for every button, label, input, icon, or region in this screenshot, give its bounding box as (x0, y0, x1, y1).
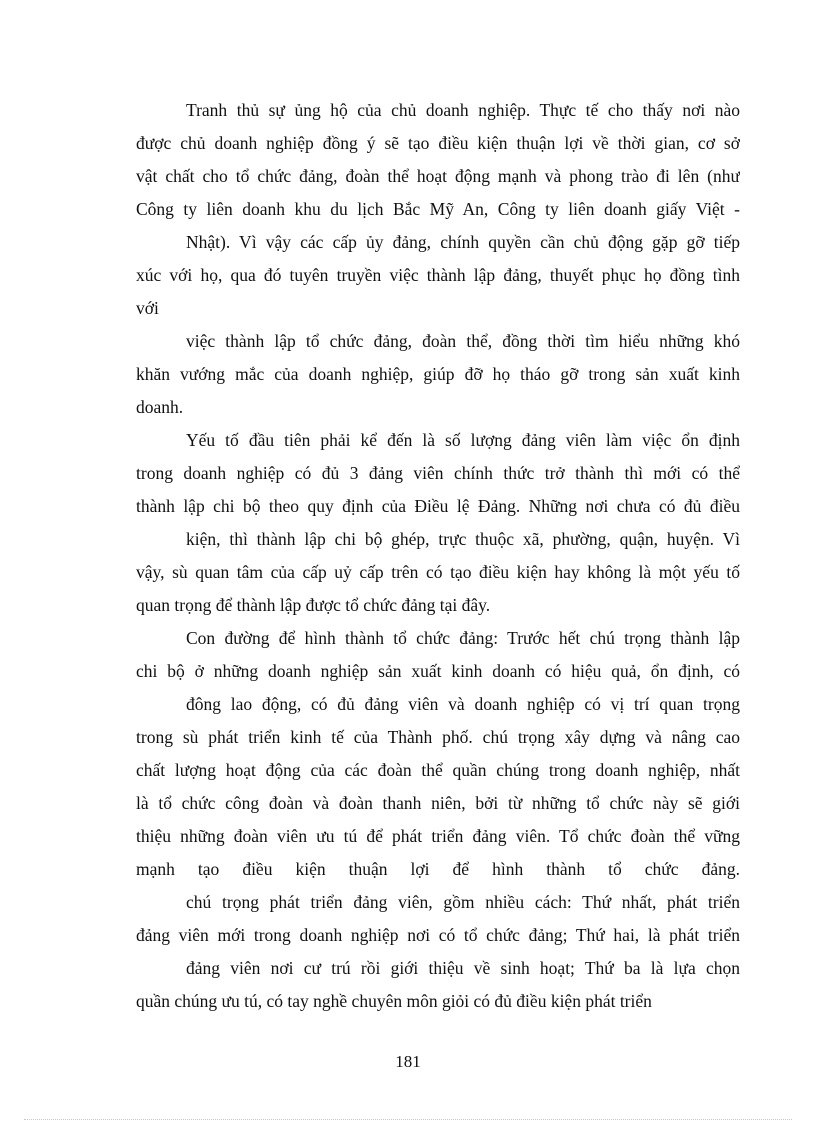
text-line: được chủ doanh nghiệp đồng ý sẽ tạo điều kiện thuận lợi về thời gian, cơ sở (136, 133, 740, 153)
text-line: xúc với họ, qua đó tuyên truyền việc thành lập đảng, thuyết phục họ đồng tình (136, 265, 740, 285)
text-line: mạnh tạo điều kiện thuận lợi để hình thành tổ chức đảng. (136, 859, 740, 879)
text-line: việc thành lập tổ chức đảng, đoàn thể, đồng thời tìm hiểu những khó (186, 331, 740, 351)
text-line: quần chúng ưu tú, có tay nghề chuyên môn giỏi có đủ điều kiện phát triển (136, 991, 652, 1011)
text-line: với (136, 298, 159, 318)
text-line: vật chất cho tổ chức đảng, đoàn thể hoạt động mạnh và phong trào đi lên (như (136, 166, 740, 186)
text-line: đảng viên nơi cư trú rồi giới thiệu về sinh hoạt; Thứ ba là lựa chọn (186, 958, 740, 978)
text-line: chi bộ ở những doanh nghiệp sản xuất kinh doanh có hiệu quả, ổn định, có (136, 661, 740, 681)
text-line: thành lập chi bộ theo quy định của Điều lệ Đảng. Những nơi chưa có đủ điều (136, 496, 740, 516)
text-line: Công ty liên doanh khu du lịch Bắc Mỹ An, Công ty liên doanh giấy Việt - (136, 199, 740, 219)
text-line: Nhật). Vì vậy các cấp ủy đảng, chính quyền cần chủ động gặp gỡ tiếp (186, 232, 740, 252)
text-line: đông lao động, có đủ đảng viên và doanh nghiệp có vị trí quan trọng (186, 694, 740, 714)
text-line: là tổ chức công đoàn và đoàn thanh niên, bởi từ những tổ chức này sẽ giới (136, 793, 740, 813)
text-line: kiện, thì thành lập chi bộ ghép, trực thuộc xã, phường, quận, huyện. Vì (186, 529, 740, 549)
text-line: khăn vướng mắc của doanh nghiệp, giúp đỡ họ tháo gỡ trong sản xuất kinh (136, 364, 740, 384)
text-line: thiệu những đoàn viên ưu tú để phát triển đảng viên. Tổ chức đoàn thể vững (136, 826, 740, 846)
page-bottom-divider (24, 1119, 792, 1120)
text-line: chú trọng phát triển đảng viên, gồm nhiều cách: Thứ nhất, phát triển (186, 892, 740, 912)
text-line: Tranh thủ sự ủng hộ của chủ doanh nghiệp. Thực tế cho thấy nơi nào (186, 100, 740, 120)
text-line: Con đường để hình thành tổ chức đảng: Trước hết chú trọng thành lập (186, 628, 740, 648)
text-line: quan trọng để thành lập được tổ chức đảng tại đây. (136, 595, 491, 615)
text-line: đảng viên mới trong doanh nghiệp nơi có tổ chức đảng; Thứ hai, là phát triển (136, 925, 740, 945)
text-line: trong doanh nghiệp có đủ 3 đảng viên chính thức trở thành thì mới có thể (136, 463, 740, 483)
text-line: chất lượng hoạt động của các đoàn thể quần chúng trong doanh nghiệp, nhất (136, 760, 740, 780)
text-line: trong sù phát triển kinh tế của Thành phố. chú trọng xây dựng và nâng cao (136, 727, 740, 747)
page-number: 181 (395, 1052, 421, 1071)
text-line: vậy, sù quan tâm của cấp uỷ cấp trên có tạo điều kiện hay không là một yếu tố (136, 562, 740, 582)
text-line: doanh. (136, 397, 184, 417)
body-text (136, 94, 740, 1018)
text-line: Yếu tố đầu tiên phải kể đến là số lượng đảng viên làm việc ổn định (186, 430, 740, 450)
